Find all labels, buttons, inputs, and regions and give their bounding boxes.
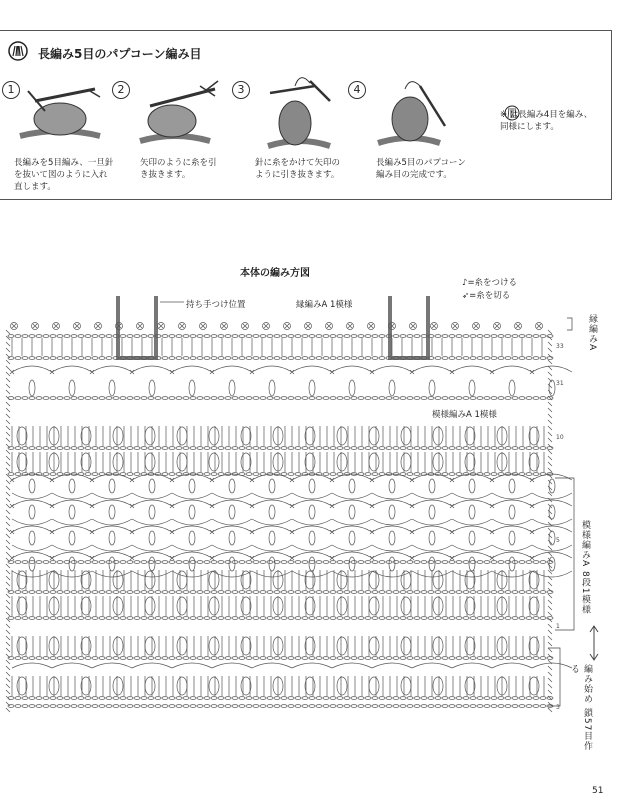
row-number: 3 [556, 704, 560, 711]
edge-repeat-label: 縁編みA 1模様 [296, 300, 353, 310]
step-4-number: 4 [348, 81, 366, 99]
step-1-text: 長編みを5目編み、一旦針を抜いて図のように入れ直します。 [14, 158, 114, 192]
stitch-rows [6, 323, 572, 713]
row-number: 31 [556, 380, 564, 387]
step-3-text: 針に糸をかけて矢印のように引き抜きます。 [255, 158, 341, 180]
legend-attach: =糸をつける [467, 278, 518, 288]
step-4-text: 長編み5目のパプコーン編み目の完成です。 [376, 158, 466, 180]
step-1-number: 1 [2, 81, 20, 99]
note-text: ※ は長編み4目を編み、同様にします。 [500, 110, 593, 132]
pattern-side-label: 模様編みA 8段1模様 [580, 520, 590, 615]
step-3-number: 3 [232, 81, 250, 99]
start-label: 編み始め 鎖57目作る [569, 664, 592, 752]
page-number: 51 [592, 786, 604, 796]
row-number: 33 [556, 343, 564, 350]
legend-cut: =糸を切る [469, 291, 511, 301]
pattern-repeat-label: 模様編みA 1模様 [432, 410, 497, 420]
row-number: 10 [556, 434, 564, 441]
step-2-text: 矢印のように糸を引き抜きます。 [140, 158, 217, 180]
cut-yarn-icon: ➶ [462, 291, 470, 301]
row-number: 1 [556, 623, 560, 630]
chart-title: 本体の編み方図 [240, 268, 310, 279]
attach-yarn-icon: ♪ [462, 278, 468, 288]
handle-position-label: 持ち手つけ位置 [186, 300, 246, 310]
edge-side-label: 縁編みA [587, 314, 597, 352]
row-number: 5 [556, 537, 560, 544]
section-title: 長編み5目のパプコーン編み目 [38, 47, 202, 61]
right-brackets [548, 318, 598, 706]
step-2-number: 2 [112, 81, 130, 99]
